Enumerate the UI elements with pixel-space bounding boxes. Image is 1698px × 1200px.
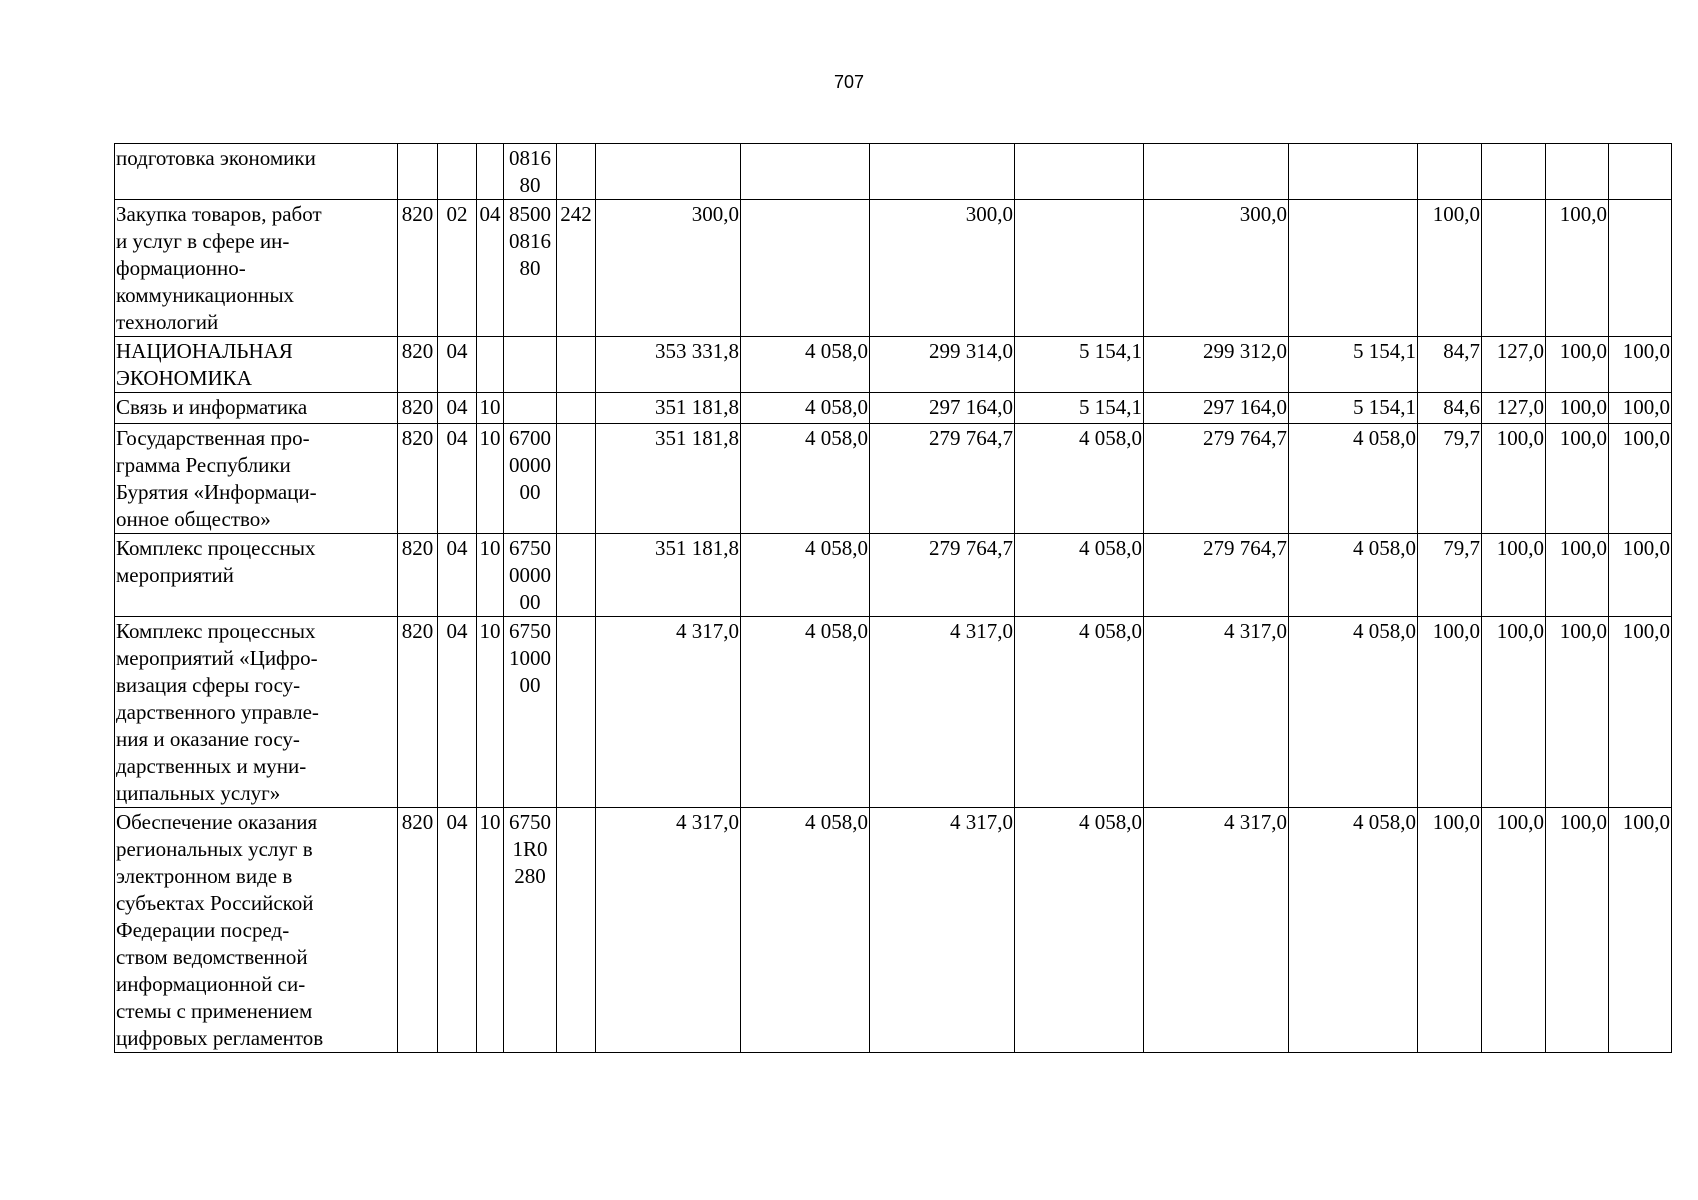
section-code-cell: 02 bbox=[438, 200, 477, 337]
target-code-cell: 6750 0000 00 bbox=[504, 534, 557, 617]
row-name-line: технологий bbox=[116, 310, 219, 334]
col-15-cell: 100,0 bbox=[1609, 337, 1672, 393]
subsection-code-cell bbox=[477, 337, 504, 393]
subsection-code-cell: 10 bbox=[477, 808, 504, 1053]
col-9-cell bbox=[1015, 144, 1144, 200]
col-8-cell: 299 314,0 bbox=[870, 337, 1015, 393]
col-12-cell: 79,7 bbox=[1418, 534, 1482, 617]
row-name-line: дарственных и муни- bbox=[116, 754, 307, 778]
col-7-cell: 4 058,0 bbox=[741, 424, 870, 534]
col-13-cell: 100,0 bbox=[1482, 424, 1546, 534]
col-13-cell bbox=[1482, 200, 1546, 337]
col-9-cell: 4 058,0 bbox=[1015, 617, 1144, 808]
col-12-cell: 100,0 bbox=[1418, 200, 1482, 337]
target-code-cell: 6750 1R0 280 bbox=[504, 808, 557, 1053]
col-11-cell: 4 058,0 bbox=[1289, 534, 1418, 617]
col-9-cell bbox=[1015, 200, 1144, 337]
target-code-cell bbox=[504, 337, 557, 393]
expense-type-cell bbox=[557, 393, 596, 424]
row-name-line: НАЦИОНАЛЬНАЯ bbox=[116, 339, 293, 363]
col-12-cell bbox=[1418, 144, 1482, 200]
expense-type-cell bbox=[557, 337, 596, 393]
col-10-cell: 297 164,0 bbox=[1144, 393, 1289, 424]
col-11-cell: 5 154,1 bbox=[1289, 337, 1418, 393]
row-name-line: грамма Республики bbox=[116, 453, 291, 477]
row-name-cell bbox=[115, 617, 398, 808]
col-11-cell: 4 058,0 bbox=[1289, 424, 1418, 534]
col-9-cell: 5 154,1 bbox=[1015, 337, 1144, 393]
col-15-cell: 100,0 bbox=[1609, 808, 1672, 1053]
section-code-cell bbox=[438, 144, 477, 200]
row-name-line: Комплекс процессных bbox=[116, 536, 316, 560]
row-name-line: Бурятия «Информаци- bbox=[116, 480, 317, 504]
col-8-cell: 297 164,0 bbox=[870, 393, 1015, 424]
row-name-line: формационно- bbox=[116, 256, 246, 280]
col-15-cell: 100,0 bbox=[1609, 424, 1672, 534]
row-name-cell bbox=[115, 424, 398, 534]
col-14-cell: 100,0 bbox=[1546, 534, 1609, 617]
col-6-cell: 300,0 bbox=[596, 200, 741, 337]
col-14-cell bbox=[1546, 144, 1609, 200]
row-name-line: дарственного управле- bbox=[116, 700, 319, 724]
target-code-cell: 8500 0816 80 bbox=[504, 200, 557, 337]
col-7-cell bbox=[741, 144, 870, 200]
col-13-cell: 127,0 bbox=[1482, 393, 1546, 424]
subsection-code-cell: 10 bbox=[477, 534, 504, 617]
admin-code-cell: 820 bbox=[398, 200, 438, 337]
section-code-cell: 04 bbox=[438, 424, 477, 534]
col-6-cell: 351 181,8 bbox=[596, 534, 741, 617]
target-code-cell: 6750 1000 00 bbox=[504, 617, 557, 808]
row-name-line: визация сферы госу- bbox=[116, 673, 301, 697]
expense-type-cell bbox=[557, 617, 596, 808]
section-code-cell: 04 bbox=[438, 534, 477, 617]
admin-code-cell: 820 bbox=[398, 808, 438, 1053]
table-row bbox=[115, 808, 1672, 1053]
col-13-cell bbox=[1482, 144, 1546, 200]
expense-type-cell: 242 bbox=[557, 200, 596, 337]
admin-code-cell: 820 bbox=[398, 337, 438, 393]
row-name-line: стемы с применением bbox=[116, 999, 313, 1023]
target-code-cell bbox=[504, 393, 557, 424]
col-8-cell: 4 317,0 bbox=[870, 808, 1015, 1053]
target-code-cell: 6700 0000 00 bbox=[504, 424, 557, 534]
col-6-cell: 351 181,8 bbox=[596, 424, 741, 534]
col-15-cell bbox=[1609, 200, 1672, 337]
row-name-line: цифровых регламентов bbox=[116, 1026, 324, 1050]
row-name-line: ством ведомственной bbox=[116, 945, 308, 969]
expense-type-cell bbox=[557, 534, 596, 617]
row-name-line: ципальных услуг» bbox=[116, 781, 281, 805]
admin-code-cell: 820 bbox=[398, 393, 438, 424]
subsection-code-cell: 04 bbox=[477, 200, 504, 337]
budget-table bbox=[114, 143, 1672, 1053]
row-name-line: Государственная про- bbox=[116, 426, 310, 450]
row-name-line: Обеспечение оказания bbox=[116, 810, 318, 834]
col-11-cell: 4 058,0 bbox=[1289, 617, 1418, 808]
subsection-code-cell: 10 bbox=[477, 393, 504, 424]
col-15-cell: 100,0 bbox=[1609, 617, 1672, 808]
table-row bbox=[115, 337, 1672, 393]
expense-type-cell bbox=[557, 808, 596, 1053]
col-13-cell: 100,0 bbox=[1482, 617, 1546, 808]
col-15-cell: 100,0 bbox=[1609, 393, 1672, 424]
row-name-line: ния и оказание госу- bbox=[116, 727, 300, 751]
row-name-line: субъектах Российской bbox=[116, 891, 314, 915]
row-name-cell bbox=[115, 534, 398, 617]
col-15-cell bbox=[1609, 144, 1672, 200]
col-8-cell: 4 317,0 bbox=[870, 617, 1015, 808]
col-7-cell: 4 058,0 bbox=[741, 534, 870, 617]
col-6-cell: 4 317,0 bbox=[596, 617, 741, 808]
col-6-cell bbox=[596, 144, 741, 200]
col-12-cell: 84,7 bbox=[1418, 337, 1482, 393]
col-10-cell: 299 312,0 bbox=[1144, 337, 1289, 393]
section-code-cell: 04 bbox=[438, 617, 477, 808]
admin-code-cell: 820 bbox=[398, 534, 438, 617]
admin-code-cell: 820 bbox=[398, 424, 438, 534]
col-12-cell: 100,0 bbox=[1418, 808, 1482, 1053]
col-9-cell: 4 058,0 bbox=[1015, 424, 1144, 534]
col-14-cell: 100,0 bbox=[1546, 617, 1609, 808]
col-7-cell: 4 058,0 bbox=[741, 337, 870, 393]
col-14-cell: 100,0 bbox=[1546, 424, 1609, 534]
col-14-cell: 100,0 bbox=[1546, 200, 1609, 337]
col-6-cell: 353 331,8 bbox=[596, 337, 741, 393]
section-code-cell: 04 bbox=[438, 337, 477, 393]
col-13-cell: 127,0 bbox=[1482, 337, 1546, 393]
row-name-line: электронном виде в bbox=[116, 864, 293, 888]
col-8-cell: 300,0 bbox=[870, 200, 1015, 337]
col-7-cell bbox=[741, 200, 870, 337]
col-13-cell: 100,0 bbox=[1482, 534, 1546, 617]
col-6-cell: 351 181,8 bbox=[596, 393, 741, 424]
col-7-cell: 4 058,0 bbox=[741, 617, 870, 808]
col-9-cell: 5 154,1 bbox=[1015, 393, 1144, 424]
row-name-line: Федерации посред- bbox=[116, 918, 290, 942]
row-name-line: мероприятий «Цифро- bbox=[116, 646, 318, 670]
table-row bbox=[115, 424, 1672, 534]
col-10-cell: 300,0 bbox=[1144, 200, 1289, 337]
col-9-cell: 4 058,0 bbox=[1015, 534, 1144, 617]
col-12-cell: 100,0 bbox=[1418, 617, 1482, 808]
section-code-cell: 04 bbox=[438, 808, 477, 1053]
table-row bbox=[115, 144, 1672, 200]
col-12-cell: 84,6 bbox=[1418, 393, 1482, 424]
table-row bbox=[115, 200, 1672, 337]
row-name-cell bbox=[115, 200, 398, 337]
col-11-cell: 5 154,1 bbox=[1289, 393, 1418, 424]
row-name-cell bbox=[115, 337, 398, 393]
row-name-line: Комплекс процессных bbox=[116, 619, 316, 643]
section-code-cell: 04 bbox=[438, 393, 477, 424]
col-12-cell: 79,7 bbox=[1418, 424, 1482, 534]
col-10-cell: 4 317,0 bbox=[1144, 808, 1289, 1053]
col-8-cell bbox=[870, 144, 1015, 200]
row-name-line: коммуникационных bbox=[116, 283, 295, 307]
col-14-cell: 100,0 bbox=[1546, 808, 1609, 1053]
row-name-line: подготовка экономики bbox=[116, 146, 316, 170]
page-number: 707 bbox=[833, 72, 865, 92]
col-10-cell: 4 317,0 bbox=[1144, 617, 1289, 808]
subsection-code-cell: 10 bbox=[477, 617, 504, 808]
col-10-cell bbox=[1144, 144, 1289, 200]
col-9-cell: 4 058,0 bbox=[1015, 808, 1144, 1053]
expense-type-cell bbox=[557, 144, 596, 200]
col-14-cell: 100,0 bbox=[1546, 393, 1609, 424]
col-7-cell: 4 058,0 bbox=[741, 808, 870, 1053]
row-name-line: мероприятий bbox=[116, 563, 234, 587]
col-10-cell: 279 764,7 bbox=[1144, 534, 1289, 617]
row-name-line: информационной си- bbox=[116, 972, 306, 996]
table-row bbox=[115, 617, 1672, 808]
row-name-line: онное общество» bbox=[116, 507, 271, 531]
col-11-cell bbox=[1289, 144, 1418, 200]
col-8-cell: 279 764,7 bbox=[870, 424, 1015, 534]
subsection-code-cell bbox=[477, 144, 504, 200]
expense-type-cell bbox=[557, 424, 596, 534]
col-14-cell: 100,0 bbox=[1546, 337, 1609, 393]
table-row bbox=[115, 393, 1672, 424]
table-row bbox=[115, 534, 1672, 617]
row-name-line: ЭКОНОМИКА bbox=[116, 366, 252, 390]
col-11-cell: 4 058,0 bbox=[1289, 808, 1418, 1053]
col-10-cell: 279 764,7 bbox=[1144, 424, 1289, 534]
row-name-line: Связь и информатика bbox=[116, 395, 308, 419]
col-15-cell: 100,0 bbox=[1609, 534, 1672, 617]
col-8-cell: 279 764,7 bbox=[870, 534, 1015, 617]
row-name-line: Закупка товаров, работ bbox=[116, 202, 322, 226]
target-code-cell: 0816 80 bbox=[504, 144, 557, 200]
row-name-cell bbox=[115, 144, 398, 200]
row-name-line: региональных услуг в bbox=[116, 837, 313, 861]
col-7-cell: 4 058,0 bbox=[741, 393, 870, 424]
row-name-cell bbox=[115, 808, 398, 1053]
col-6-cell: 4 317,0 bbox=[596, 808, 741, 1053]
col-11-cell bbox=[1289, 200, 1418, 337]
admin-code-cell bbox=[398, 144, 438, 200]
row-name-cell bbox=[115, 393, 398, 424]
subsection-code-cell: 10 bbox=[477, 424, 504, 534]
col-13-cell: 100,0 bbox=[1482, 808, 1546, 1053]
row-name-line: и услуг в сфере ин- bbox=[116, 229, 290, 253]
admin-code-cell: 820 bbox=[398, 617, 438, 808]
